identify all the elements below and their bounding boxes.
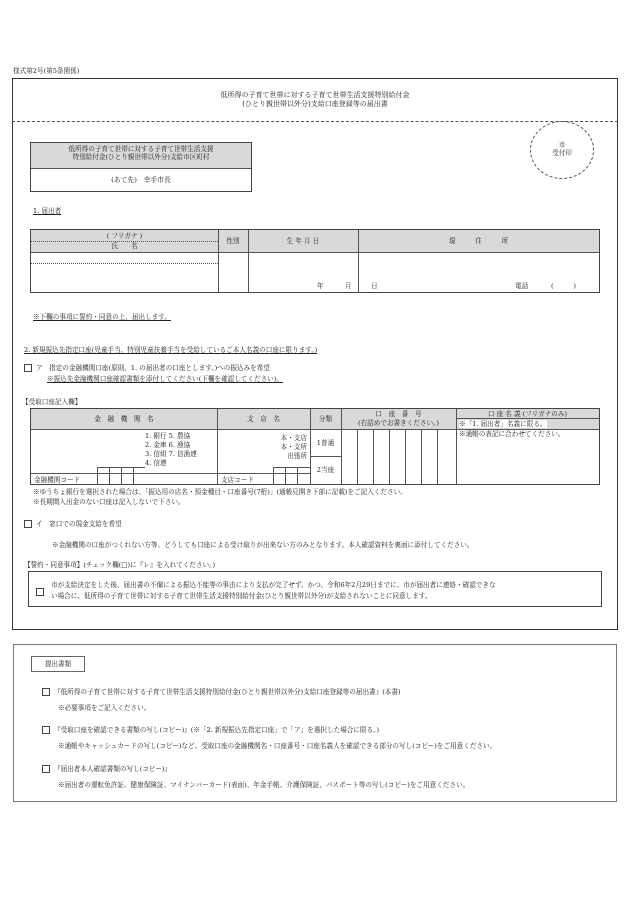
phone-parens: ( ) [551,282,576,290]
bank-type-row: 1. 銀行 5. 農協 [145,432,191,440]
stamp-receipt-label: 受付印 [552,149,572,158]
bank-code-label: 金融機関コード [34,476,81,484]
dob-year-unit: 年 [317,282,324,290]
gender-label: 性別 [226,237,240,245]
doc-item-1-checkbox[interactable] [42,688,50,696]
holder-note2: ※通帳の表記に合わせてください。 [459,430,565,438]
branch-type-list [271,434,307,461]
doc-item-title: 『受取口座を確認できる書類の写し(コピー)』(※「2. 新規振込先指定口座」で「ア」を選択した場合に限る。) [54,726,380,734]
holder-note1: ※「1. 届出者」名義に限る。 [459,420,547,428]
branch-label: 支 店 名 [247,415,280,423]
addressee-line1: 低所得の子育て世帯に対する子育て世帯生活支援 [68,145,214,153]
option-i-checkbox[interactable] [24,520,32,528]
addressee-line2: 特別給付金(ひとり親世帯以外分)支給市区町村 [72,153,210,162]
doc-item-note: ※通帳やキャッシュカードの写し(コピー)など、受取口座の金融機関名・口座番号・口座名義人を確認できる部分の写し(コピー)をご用意ください。 [58,742,497,750]
doc-item-3 [42,765,171,773]
option-i-note: ※金融機関の口座がつくれない方等、どうしても口座による受け取りが出来ない方のみとなります。本人確認資料を裏面に添付してください。 [52,541,474,549]
pledge-note: ※下欄の事項に誓約・同意の上、届出します。 [33,313,171,321]
option-a-row [24,364,270,372]
option-a-checkbox[interactable] [24,364,32,372]
doc-item-note: ※届出者の運転免許証、健康保険証、マイナンバーカード(表面)、年金手帳、介護保険証、パスポート等の写し(コピー)をご用意ください。 [58,781,470,789]
furigana-label: ( フリガナ ) [106,232,143,240]
title-divider [12,121,618,122]
option-i-label: イ 窓口での現金支給を希望 [36,520,122,528]
account-number-sub: (右詰めでお書きください。) [358,419,439,427]
addressee-mayor: (あて先) 幸手市長 [111,176,171,184]
title-line1: 低所得の子育て世帯に対する子育て世帯生活支援特別給付金 [220,91,410,99]
bank-type-row: 3. 信組 7. 信漁連 [145,449,197,458]
stamp-city-label: 市 [558,141,566,149]
bank-type-list [145,432,197,468]
form-number: 様式第2号(第5条関係) [13,67,80,75]
section1-heading: 1. 届出者 [33,207,62,215]
documents-frame [13,644,617,802]
bank-name-label: 金 融 機 関 名 [94,415,154,423]
consent-line1: 市が支給決定をした後、届出書の不備による振込不能等の事由により支払が完了せず、かつ、令和6年2月29日までに、市が届出者に連絡・確認できな [51,581,496,589]
phone-label: 電話 [515,282,529,290]
option-a-label: ア 指定の金融機関口座(原則、1. の届出者の口座とします。)への振込みを希望 [36,364,270,372]
consent-heading: 【誓約・同意事項】(チェック欄(□)に『レ』を入れてください。) [24,561,216,569]
dob-day-unit: 日 [371,282,378,290]
form-title [12,91,618,109]
account-number-label: 口 座 番 号 [375,410,422,418]
addressee-box [30,142,252,192]
doc-item-note: ※必要事項をご記入ください。 [58,704,151,712]
doc-item-2-checkbox[interactable] [42,726,50,734]
doc-item-1 [42,688,401,696]
dob-month-unit: 月 [345,282,352,290]
yucho-note2: ※長期間入出金のない口座は記入しないで下さい。 [33,498,185,506]
consent-line2: い場合に、低所得の子育て世帯に対する子育て世帯生活支援特別給付金(ひとり親世帯以外分)が支給されないことに同意します。 [51,592,432,600]
reception-stamp-area [530,121,594,179]
account-table [30,408,600,485]
branch-code-label: 支店コード [221,476,254,484]
name-label: 氏 名 [111,242,138,250]
branch-type-row: 出張所 [287,451,307,460]
account-type-current: 2当座 [316,466,335,474]
title-line2: (ひとり親世帯以外分)支給口座登録等の届出書 [242,99,388,108]
account-section-label: 【受取口座記入欄】 [22,398,82,406]
option-i-row [24,520,122,528]
holder-label: 口 座 名 義 (フリガナのみ) [487,410,568,418]
branch-type-row: 本・支店 [280,434,307,442]
consent-checkbox[interactable] [36,588,44,596]
doc-item-3-checkbox[interactable] [42,765,50,773]
doc-item-2 [42,726,379,734]
branch-type-row: 本・支所 [280,442,307,451]
category-label: 分類 [318,415,333,423]
doc-item-title: 『届出者本人確認書類の写し(コピー)』 [54,765,171,773]
option-a-note: ※振込先金融機関口座確認書類を添付してください(下欄を確認してください)。 [47,375,283,383]
bank-type-row: 4. 信連 [145,458,167,467]
doc-item-title: 『低所得の子育て世帯に対する子育て世帯生活支援特別給付金(ひとり親世帯以外分)支給口座登録等の届出書』(本書) [54,688,401,696]
applicant-table [30,229,600,293]
account-type-ordinary: 1普通 [316,439,335,447]
address-label: 現 住 所 [448,237,509,245]
yucho-note1: ※ゆうちょ銀行を選択された場合は、「振込用の店名・預金種目・口座番号(7桁)」(通帳見開き下部に記載)をご記入ください。 [33,488,407,496]
bank-type-row: 2. 金庫 6. 漁協 [145,440,191,449]
consent-box [28,571,602,607]
documents-heading: 提出書類 [31,656,85,672]
dob-label: 生 年 月 日 [286,237,320,245]
section2-heading: 2. 新規振込先指定口座(児童手当、特別児童扶養手当を受給しているご本人名義の口座に限ります。) [24,346,318,354]
